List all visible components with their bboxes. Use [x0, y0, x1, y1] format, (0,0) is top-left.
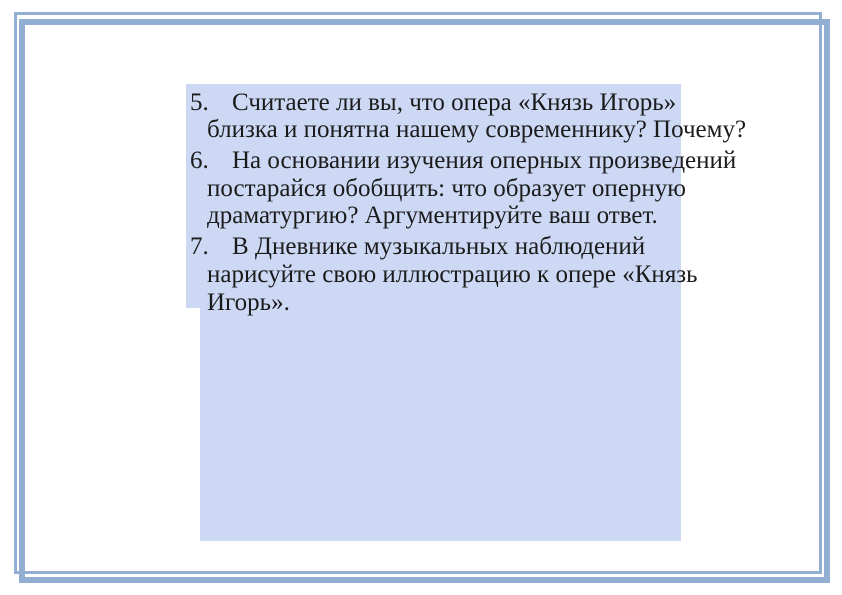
list-item — [186, 233, 698, 316]
list-item-number: 6. — [190, 147, 209, 175]
list-item-text: На основании изучения оперных произведений — [232, 147, 737, 175]
list-item-line: близка и понятна нашему современнику? Почему? — [207, 116, 747, 144]
list-item-text: Считаете ли вы, что опера «Князь Игорь» — [232, 88, 677, 116]
list-item-text: В Дневнике музыкальных наблюдений — [232, 233, 646, 261]
list-item-line: драматургию? Аргументируйте ваш ответ. — [207, 202, 658, 230]
list-item-line — [186, 233, 681, 261]
list-item — [186, 88, 747, 144]
list-item-line: Игорь». — [207, 288, 290, 316]
list-item — [186, 147, 737, 230]
list-item-line: нарисуйте свою иллюстрацию к опере «Князь — [207, 261, 698, 289]
questions-text-box — [186, 84, 747, 316]
list-item-line — [186, 147, 737, 175]
list-item-number: 5. — [190, 88, 209, 116]
list-item-line — [186, 89, 681, 117]
list-item-number: 7. — [190, 233, 209, 261]
list-item-line: постарайся обобщить: что образует оперную — [207, 174, 686, 202]
